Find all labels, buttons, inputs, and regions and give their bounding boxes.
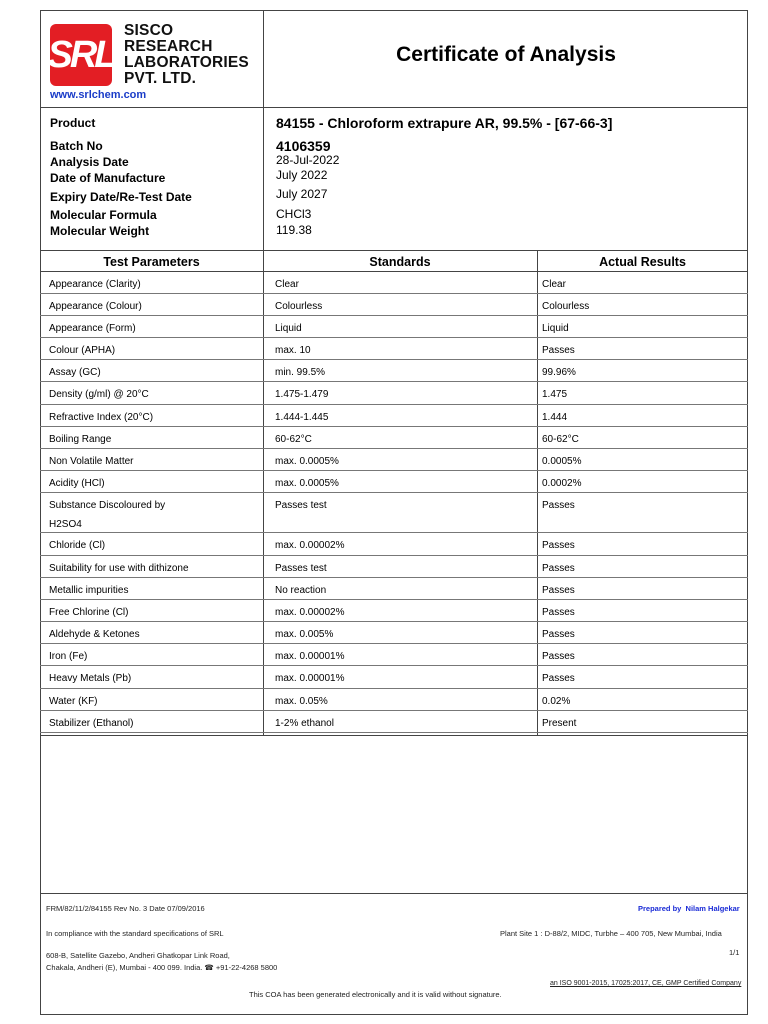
standard-cell: min. 99.5% (275, 367, 326, 378)
test-parameter-cell: Heavy Metals (Pb) (49, 673, 132, 684)
prepared-by (638, 904, 740, 913)
page-number: 1/1 (729, 948, 740, 957)
result-cell: Liquid (542, 323, 569, 334)
page-title: Certificate of Analysis (396, 43, 616, 66)
standard-cell: Passes test (275, 500, 327, 511)
srl-logo-text: SRL (47, 33, 115, 76)
table-row-rule (40, 404, 748, 405)
company-line: LABORATORIES (124, 54, 249, 71)
table-row-rule (40, 337, 748, 338)
expiry-date-label: Expiry Date/Re-Test Date (50, 190, 192, 204)
result-cell: 60-62°C (542, 434, 579, 445)
formula-label: Molecular Formula (50, 208, 157, 222)
standard-cell: max. 0.0005% (275, 478, 339, 489)
table-row-rule (40, 555, 748, 556)
result-cell: Passes (542, 585, 575, 596)
result-cell: Passes (542, 540, 575, 551)
manufacture-date-value: July 2022 (276, 168, 328, 182)
table-row-rule (40, 426, 748, 427)
result-cell: Passes (542, 651, 575, 662)
standard-cell: max. 0.0005% (275, 456, 339, 467)
standard-cell: No reaction (275, 585, 327, 596)
table-row-rule (40, 665, 748, 666)
standard-cell: 1.475-1.479 (275, 389, 329, 400)
test-parameter-cell: Stabilizer (Ethanol) (49, 718, 134, 729)
table-top-rule (40, 250, 748, 251)
expiry-date-value: July 2027 (276, 187, 328, 201)
col-header-standards: Standards (369, 255, 431, 269)
table-row-rule (40, 315, 748, 316)
iso-certification: an ISO 9001-2015, 17025:2017, CE, GMP Certified Company (550, 980, 742, 987)
table-row-rule (40, 621, 748, 622)
standard-cell: max. 10 (275, 345, 311, 356)
standard-cell: Liquid (275, 323, 302, 334)
standard-cell: max. 0.05% (275, 696, 328, 707)
test-parameter-cell: Appearance (Form) (49, 323, 136, 334)
table-row-rule (40, 359, 748, 360)
test-parameter-cell: Non Volatile Matter (49, 456, 134, 467)
result-cell: Passes (542, 607, 575, 618)
result-cell: Passes (542, 563, 575, 574)
office-address-line2: Chakala, Andheri (E), Mumbai - 400 099. India. ☎ +91-22-4268 5800 (46, 963, 278, 972)
result-cell: Passes (542, 345, 575, 356)
test-parameter-cell: Appearance (Colour) (49, 301, 142, 312)
electronic-note: This COA has been generated electronically and it is valid without signature. (249, 990, 502, 999)
result-cell: 0.0005% (542, 456, 582, 467)
website-link[interactable]: www.srlchem.com (50, 89, 147, 101)
test-parameter-cell: Colour (APHA) (49, 345, 116, 356)
info-divider (263, 107, 264, 250)
result-cell: Colourless (542, 301, 590, 312)
standard-cell: max. 0.005% (275, 629, 334, 640)
form-reference: FRM/82/11/2/84155 Rev No. 3 Date 07/09/2016 (46, 904, 205, 913)
result-cell: Passes (542, 673, 575, 684)
company-line: SISCO (124, 22, 174, 39)
company-name (124, 23, 249, 87)
standard-cell: Colourless (275, 301, 323, 312)
company-line: PVT. LTD. (124, 70, 197, 87)
standard-cell: 1-2% ethanol (275, 718, 334, 729)
analysis-date-value: 28-Jul-2022 (276, 153, 340, 167)
test-parameter-cell-continued: H2SO4 (49, 519, 82, 530)
table-row-rule (40, 688, 748, 689)
standard-cell: max. 0.00002% (275, 607, 345, 618)
test-parameter-cell: Boiling Range (49, 434, 112, 445)
test-parameter-cell: Metallic impurities (49, 585, 129, 596)
result-cell: 1.475 (542, 389, 568, 400)
srl-logo (47, 24, 115, 86)
test-parameter-cell: Appearance (Clarity) (49, 279, 141, 290)
plant-address: Plant Site 1 : D-88/2, MIDC, Turbhe – 400 705, New Mumbai, India (500, 929, 722, 938)
weight-value: 119.38 (276, 223, 312, 237)
result-cell: 99.96% (542, 367, 576, 378)
standard-cell: max. 0.00001% (275, 651, 345, 662)
batch-value: 4106359 (276, 138, 331, 154)
batch-label: Batch No (50, 139, 103, 153)
table-row-rule (40, 492, 748, 493)
test-parameter-cell: Water (KF) (49, 696, 98, 707)
manufacture-date-label: Date of Manufacture (50, 171, 166, 185)
table-row-rule (40, 732, 748, 733)
header-bottom-rule (40, 107, 748, 108)
table-row-rule (40, 710, 748, 711)
office-address-line1: 608-B, Satellite Gazebo, Andheri Ghatkopar Link Road, (46, 951, 230, 960)
test-parameter-cell: Assay (GC) (49, 367, 101, 378)
col-header-actual-results: Actual Results (599, 255, 686, 269)
result-cell: Present (542, 718, 577, 729)
table-header-rule (40, 271, 748, 272)
result-cell: 0.02% (542, 696, 571, 707)
table-row-rule (40, 577, 748, 578)
weight-label: Molecular Weight (50, 224, 150, 238)
product-value: 84155 - Chloroform extrapure AR, 99.5% - [67-66-3] (276, 115, 613, 131)
compliance-note: In compliance with the standard specifications of SRL (46, 929, 224, 938)
result-cell: 1.444 (542, 412, 568, 423)
analysis-date-label: Analysis Date (50, 155, 129, 169)
col-header-test-parameters: Test Parameters (103, 255, 200, 269)
prepared-by-label: Prepared by (638, 904, 682, 913)
table-row-rule (40, 293, 748, 294)
test-parameter-cell: Aldehyde & Ketones (49, 629, 140, 640)
certificate-frame (40, 10, 748, 1015)
test-parameter-cell: Density (g/ml) @ 20°C (49, 389, 149, 400)
test-parameter-cell: Iron (Fe) (49, 651, 88, 662)
test-parameter-cell: Substance Discoloured by (49, 500, 166, 511)
footer-top-rule (40, 893, 748, 894)
test-parameter-cell: Suitability for use with dithizone (49, 563, 189, 574)
test-parameter-cell: Acidity (HCl) (49, 478, 105, 489)
table-row-rule (40, 448, 748, 449)
standard-cell: Passes test (275, 563, 327, 574)
prepared-by-name: Nilam Halgekar (685, 904, 740, 913)
table-row-rule (40, 381, 748, 382)
test-parameter-cell: Free Chlorine (Cl) (49, 607, 129, 618)
result-cell: Passes (542, 629, 575, 640)
standard-cell: max. 0.00001% (275, 673, 345, 684)
table-bottom-rule (40, 735, 748, 736)
result-cell: Passes (542, 500, 575, 511)
table-row-rule (40, 532, 748, 533)
company-line: RESEARCH (124, 38, 213, 55)
test-parameter-cell: Refractive Index (20°C) (49, 412, 154, 423)
test-parameter-cell: Chloride (Cl) (49, 540, 106, 551)
formula-value: CHCl3 (276, 207, 312, 221)
table-row-rule (40, 599, 748, 600)
table-row-rule (40, 470, 748, 471)
result-cell: 0.0002% (542, 478, 582, 489)
result-cell: Clear (542, 279, 566, 290)
standard-cell: max. 0.00002% (275, 540, 345, 551)
standard-cell: 1.444-1.445 (275, 412, 329, 423)
table-row-rule (40, 643, 748, 644)
standard-cell: 60-62°C (275, 434, 312, 445)
standard-cell: Clear (275, 279, 299, 290)
product-label: Product (50, 116, 96, 130)
